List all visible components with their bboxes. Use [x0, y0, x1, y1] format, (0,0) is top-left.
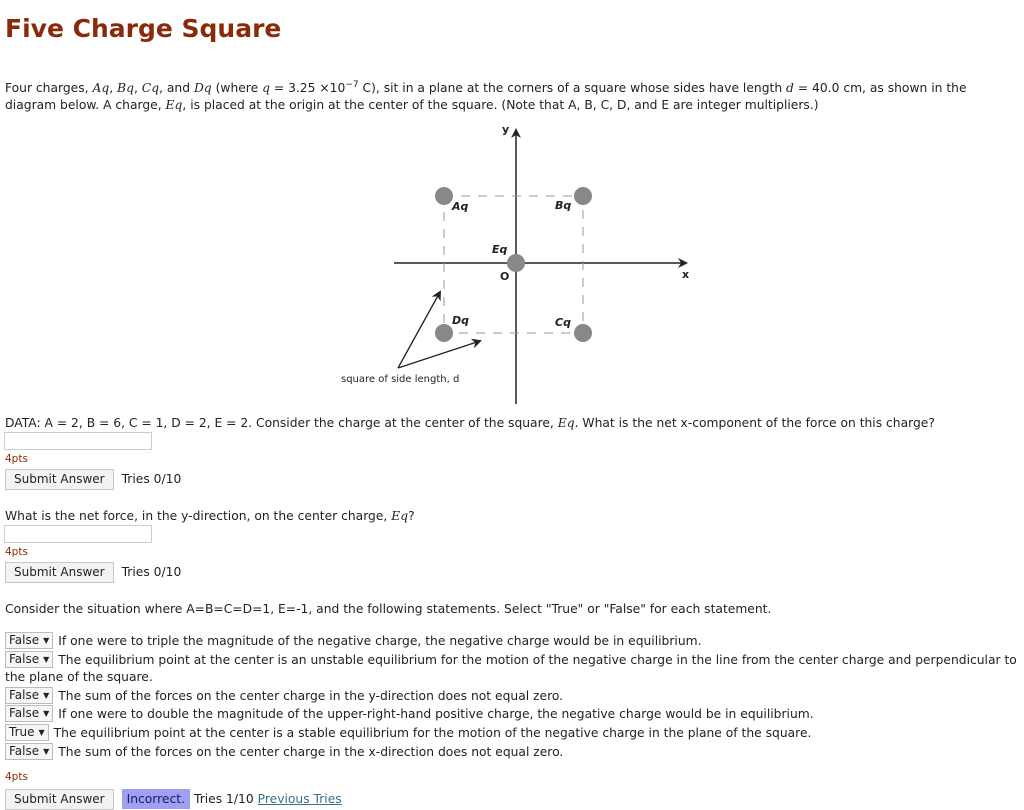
- charge-aq: [435, 187, 453, 205]
- question-2-submit-button[interactable]: Submit Answer: [5, 562, 114, 583]
- statement-5-select[interactable]: True ▼: [5, 724, 49, 741]
- statement-4-select[interactable]: False ▼: [5, 705, 53, 722]
- label-bq: Bq: [555, 199, 572, 212]
- question-2-tries: Tries 0/10: [121, 565, 182, 579]
- dropdown-arrow-icon: ▼: [43, 709, 50, 719]
- charge-bq: [574, 187, 592, 205]
- statement-6: False ▼ The sum of the forces on the center charge in the x-direction does not equal zero.: [5, 743, 1024, 762]
- question-1-text: DATA: A = 2, B = 6, C = 1, D = 2, E = 2. Consider the charge at the center of the square, Eq. What is the net x-component of the force on this charge?: [5, 416, 935, 430]
- charge-cq: [574, 324, 592, 342]
- question-1-points: 4pts: [5, 453, 28, 465]
- dropdown-arrow-icon: ▼: [43, 690, 50, 700]
- statement-6-select[interactable]: False ▼: [5, 743, 53, 760]
- statement-1-select[interactable]: False ▼: [5, 632, 53, 649]
- question-1-submit-button[interactable]: Submit Answer: [5, 469, 114, 490]
- statement-5: True ▼ The equilibrium point at the center is a stable equilibrium for the motion of the negative charge in the plane of the square.: [5, 724, 1024, 743]
- question-3-points: 4pts: [5, 771, 28, 783]
- dropdown-arrow-icon: ▼: [38, 727, 45, 737]
- statement-2: False ▼ The equilibrium point at the center is an unstable equilibrium for the motion of the negative charge in the line from the center charge and perpendicular to the plane of the square.: [5, 651, 1017, 685]
- question-3-submit-button[interactable]: Submit Answer: [5, 789, 114, 810]
- dropdown-arrow-icon: ▼: [43, 636, 50, 645]
- page-title: Five Charge Square: [5, 14, 282, 43]
- question-2-answer-input[interactable]: [4, 525, 152, 543]
- question-3-submit-row: [5, 788, 342, 810]
- status-badge: Incorrect.: [122, 789, 190, 809]
- previous-tries-link[interactable]: Previous Tries: [257, 792, 342, 806]
- statement-2-select[interactable]: False ▼: [5, 651, 53, 668]
- question-2-text: What is the net force, in the y-direction, on the center charge, Eq?: [5, 509, 415, 523]
- statement-1: False ▼ If one were to triple the magnitude of the negative charge, the negative charge would be in equilibrium.: [5, 632, 1024, 651]
- statement-4: False ▼ If one were to double the magnitude of the upper-right-hand positive charge, the negative charge would be in equilibrium.: [5, 705, 1024, 724]
- dropdown-arrow-icon: ▼: [43, 654, 50, 664]
- question-1-submit-row: [5, 468, 181, 490]
- charge-eq: [507, 254, 525, 272]
- question-3-tries: Tries 1/10: [193, 792, 254, 806]
- statement-3: False ▼ The sum of the forces on the center charge in the y-direction does not equal zero.: [5, 687, 1024, 706]
- question-2-points: 4pts: [5, 546, 28, 558]
- question-3-text: Consider the situation where A=B=C=D=1, E=-1, and the following statements. Select "True" or "False" for each statement.: [5, 602, 772, 616]
- statement-list: [5, 632, 1024, 761]
- question-2-submit-row: [5, 561, 181, 583]
- question-1-answer-input[interactable]: [4, 432, 152, 450]
- dropdown-arrow-icon: ▼: [43, 746, 50, 756]
- problem-intro: Four charges, Aq, Bq, Cq, and Dq (where $q = 3.25 \times 10^{-7}$ C), sit in a plane at the corners of a square whose sides have length d = 40.0 cm, as shown in the diagram below. A charge, Eq, is placed at the origin at the center of the square. (Note that A, B, C, D, and E are integer multipliers.): [5, 79, 967, 112]
- x-axis-label: x: [682, 268, 690, 281]
- statement-3-select[interactable]: False ▼: [5, 687, 53, 704]
- y-axis-label: y: [502, 123, 510, 136]
- origin-label: O: [500, 270, 510, 283]
- label-aq: Aq: [452, 200, 469, 213]
- label-eq: Eq: [492, 243, 508, 256]
- label-dq: Dq: [452, 314, 470, 327]
- charge-square-diagram: [330, 118, 700, 408]
- question-1-tries: Tries 0/10: [121, 472, 182, 486]
- side-length-label: square of side length, d: [341, 374, 460, 385]
- charge-dq: [435, 324, 453, 342]
- label-cq: Cq: [555, 316, 571, 329]
